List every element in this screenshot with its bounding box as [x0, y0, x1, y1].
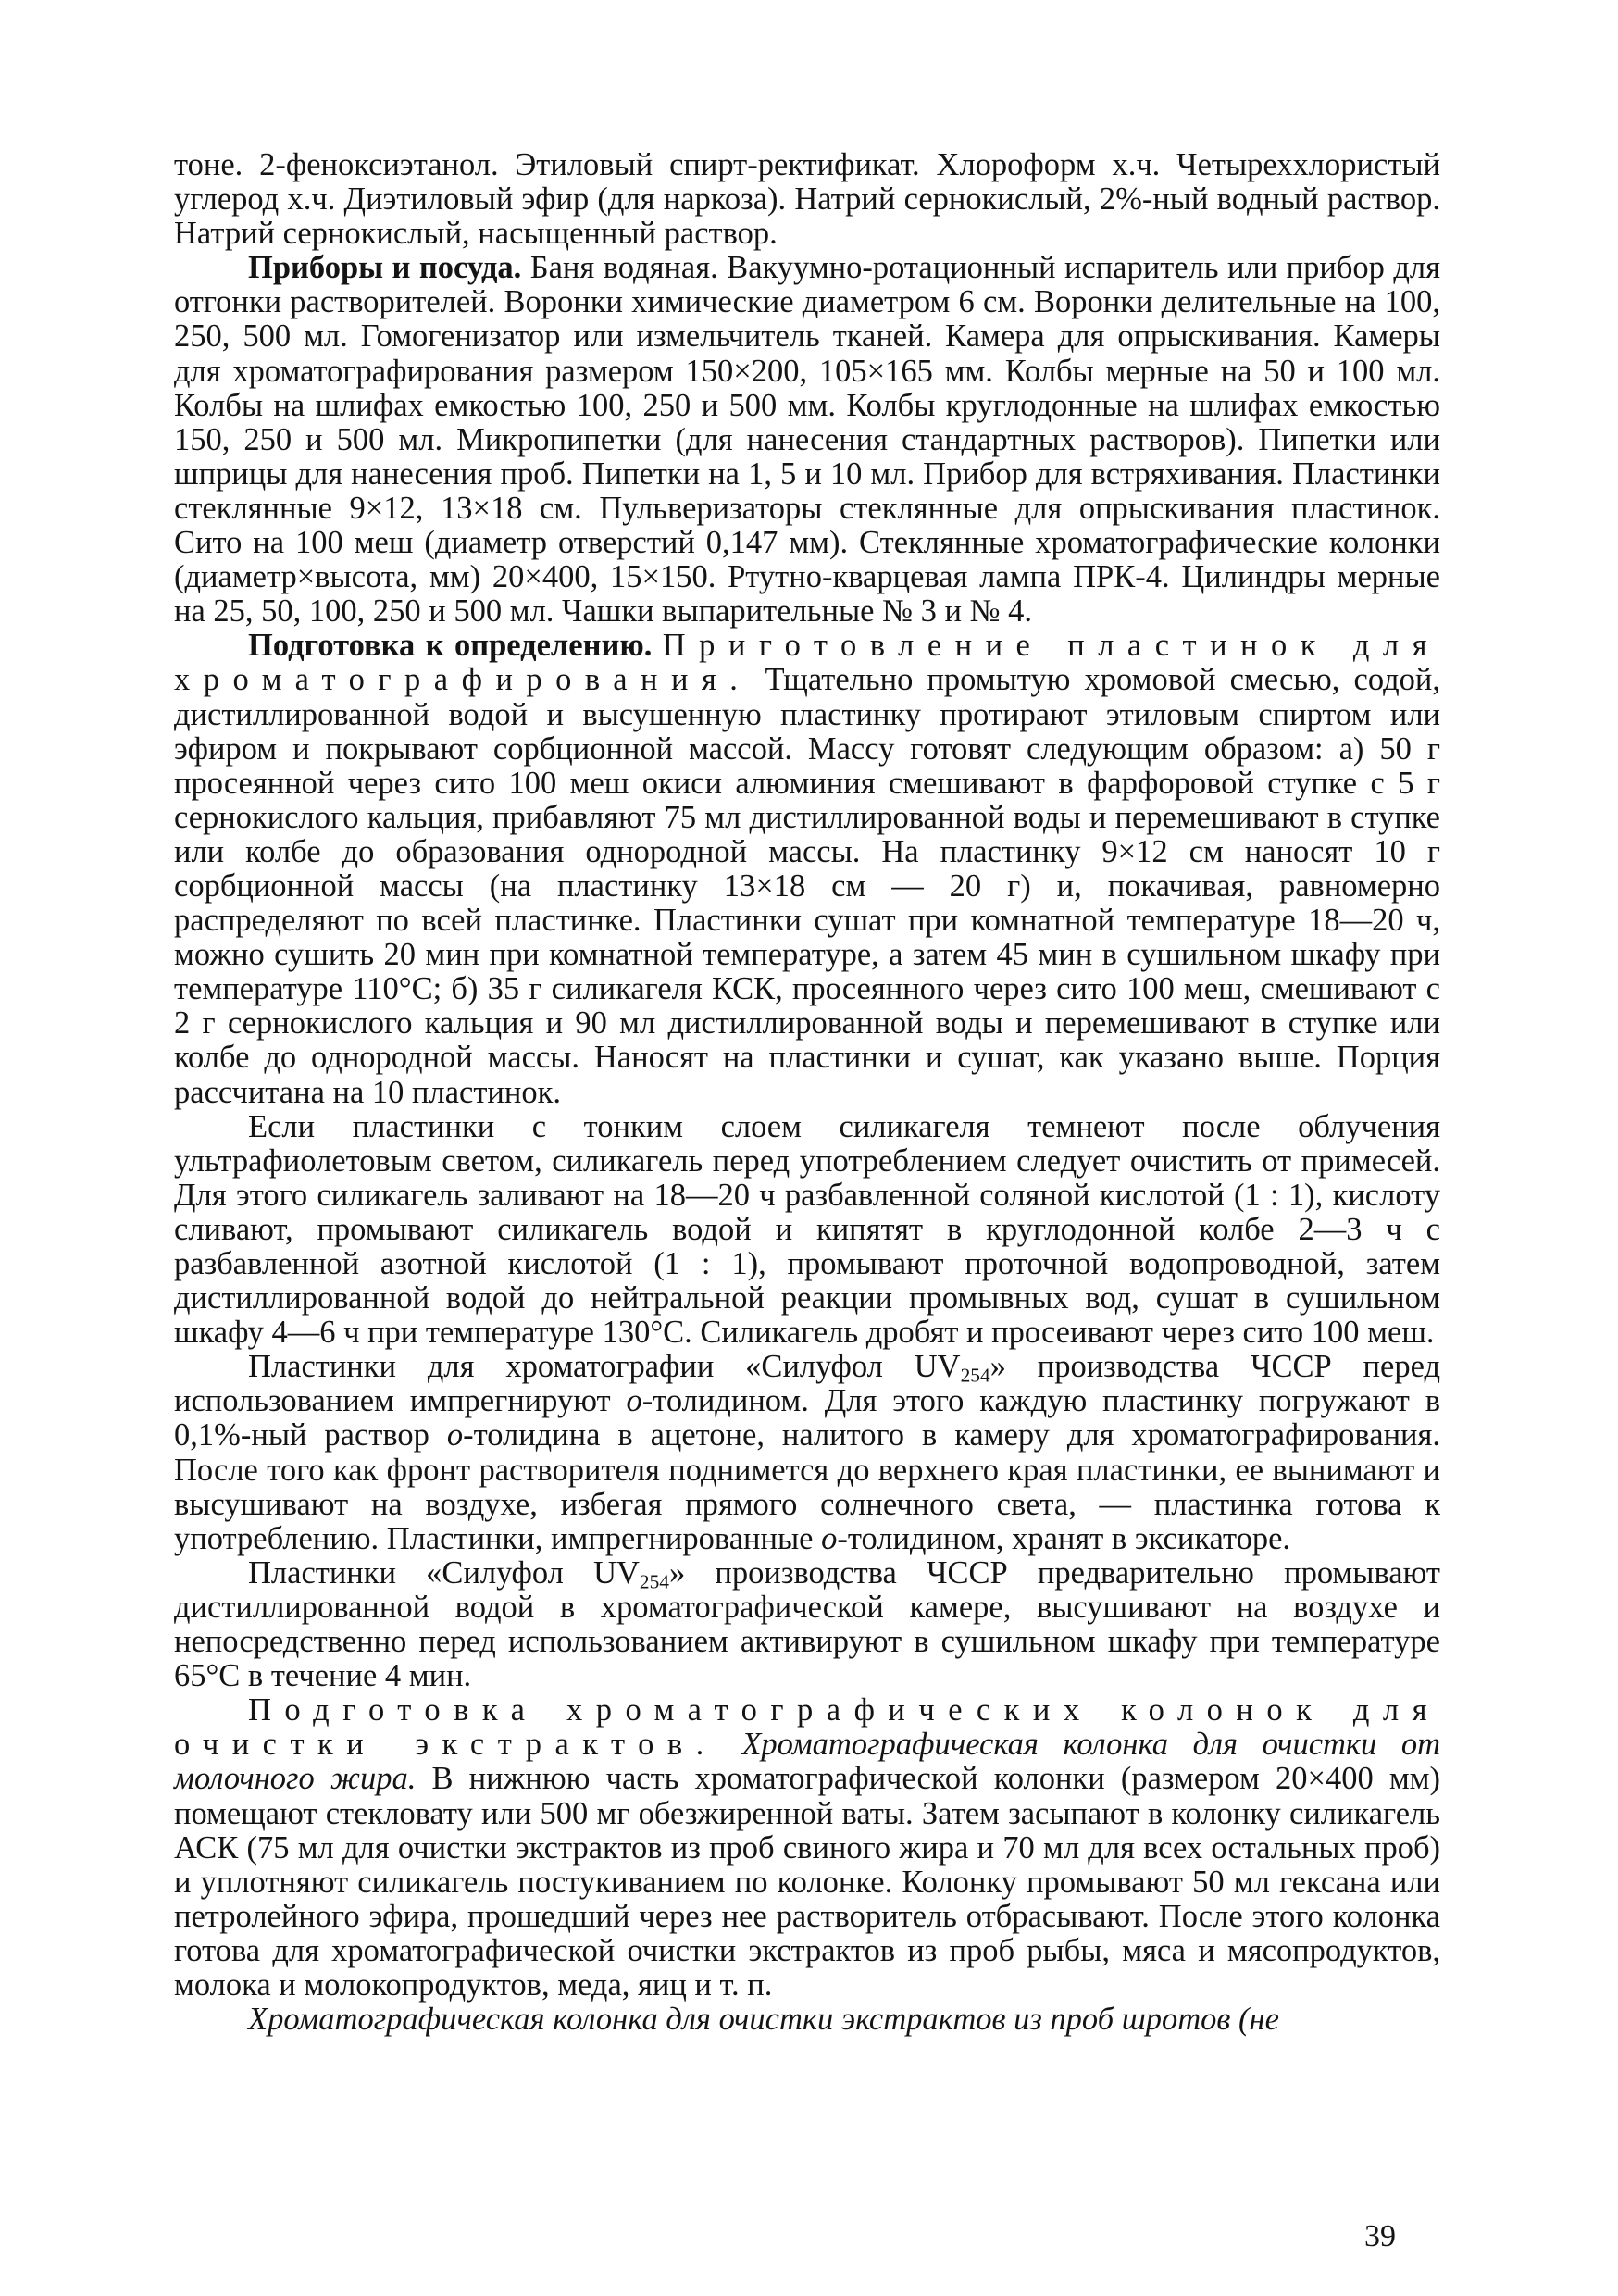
- paragraph-silufol-impregnation: [174, 1350, 1440, 1556]
- section-heading-preparation: Подготовка к определению.: [248, 628, 653, 664]
- page-number: 39: [1364, 2219, 1396, 2253]
- text-fragment: -толидином. Для этого каждую пластинку погружают в 0,1%-ный раствор: [174, 1383, 1440, 1454]
- italic-heading-milk-fat: Хроматографическая колонка для очистки от молочного жира.: [174, 1727, 1440, 1797]
- paragraph-instruments: [174, 251, 1440, 629]
- subheading-columns: Подготовка хроматографических колонок для очистки экстрактов.: [174, 1692, 1440, 1763]
- paragraph-preparation: [174, 629, 1440, 1109]
- subscript: 254: [960, 1364, 990, 1387]
- italic-heading-shrot: Хроматографическая колонка для очистки экстрактов из проб шротов (не: [248, 2002, 1279, 2038]
- paragraph-shrot-column: [174, 2003, 1440, 2037]
- paragraph-text: Тщательно промытую хромовой смесью, содой, дистиллированной водой и высушенную пластинку протирают этиловым спиртом или эфиром и покрывают сорбционной массой. Массу готовят следующим образом: а) 50 г просеянной через сито 100 меш окиси алюминия смешивают в фарфоровой ступке с 5 г сернокислого кальция, прибавляют 75 мл дистиллированной воды и перемешивают в ступке или колбе до образования однородной массы. На пластинку 9×12 см наносят 10 г сорбционной массы (на пластинку 13×18 см — 20 г) и, покачивая, равномерно распределяют по всей пластинке. Пластинки сушат при комнатной температуре 18—20 ч, можно сушить 20 мин при комнатной температуре, а затем 45 мин в сушильном шкафу при температуре 110°С; б) 35 г силикагеля КСК, просеянного через сито 100 меш, смешивают с 2 г сернокислого кальция и 90 мл дистиллированной воды и перемешивают в ступке или колбе до однородной массы. Наносят на пластинки и сушат, как указано выше. Порция рассчитана на 10 пластинок.: [174, 662, 1440, 1110]
- italic-prefix: о: [446, 1417, 464, 1454]
- paragraph-silufol-activation: [174, 1556, 1440, 1693]
- page-text: [174, 148, 1440, 2037]
- paragraph-text: Баня водяная. Вакуумно-ротационный испаритель или прибор для отгонки растворителей. Воронки химические диаметром 6 см. Воронки делительные на 100, 250, 500 мл. Гомогенизатор или измельчитель тканей. Камера для опрыскивания. Камеры для хроматографирования размером 150×200, 105×165 мм. Колбы мерные на 50 и 100 мл. Колбы на шлифах емкостью 100, 250 и 500 мм. Колбы круглодонные на шлифах емкостью 150, 250 и 500 мл. Микропипетки (для нанесения стандартных растворов). Пипетки или шприцы для нанесения проб. Пипетки на 1, 5 и 10 мл. Прибор для встряхивания. Пластинки стеклянные 9×12, 13×18 см. Пульверизаторы стеклянные для опрыскивания пластинок. Сито на 100 меш (диаметр отверстий 0,147 мм). Стеклянные хроматографические колонки (диаметр×высота, мм) 20×400, 15×150. Ртутно-кварцевая лампа ПРК-4. Цилиндры мерные на 25, 50, 100, 250 и 500 мл. Чашки выпарительные № 3 и № 4.: [174, 250, 1440, 630]
- paragraph-silica-cleaning: [174, 1110, 1440, 1351]
- paragraph-text: тоне. 2-феноксиэтанол. Этиловый спирт-ректификат. Хлороформ х.ч. Четыреххлористый углерод х.ч. Диэтиловый эфир (для наркоза). Натрий сернокислый, 2%-ный водный раствор. Натрий сернокислый, насыщенный раствор.: [174, 147, 1440, 252]
- section-heading-instruments: Приборы и посуда.: [248, 250, 522, 286]
- text-fragment: -толидина в ацетоне, налитого в камеру для хроматографирования. После того как фронт растворителя поднимется до верхнего края пластинки, ее вынимают и высушивают на воздухе, избегая прямого солнечного света, — пластинка готова к употреблению. Пластинки, импрегнированные: [174, 1417, 1441, 1556]
- text-fragment: Пластинки «Силуфол UV: [248, 1554, 640, 1591]
- text-fragment: -толидином, хранят в эксикаторе.: [837, 1520, 1291, 1556]
- paragraph-text: В нижнюю часть хроматографической колонки (размером 20×400 мм) помещают стекловату или 500 мг обезжиренной ваты. Затем засыпают в колонку силикагель АСК (75 мл для очистки экстрактов из проб свиного жира и 70 мл для всех остальных проб) и уплотняют силикагель постукиванием по колонке. Колонку промывают 50 мл гексана или петролейного эфира, прошедший через нее растворитель отбрасывают. После этого колонка готова для хроматографической очистки экстрактов из проб рыбы, мяса и мясопродуктов, молока и молокопродуктов, меда, яиц и т. п.: [174, 1761, 1440, 2003]
- paragraph-reagents-continued: [174, 148, 1440, 251]
- paragraph-text: Если пластинки с тонким слоем силикагеля темнеют после облучения ультрафиолетовым светом, силикагель перед употреблением следует очистить от примесей. Для этого силикагель заливают на 18—20 ч разбавленной соляной кислотой (1 : 1), кислоту сливают, промывают силикагель водой и кипятят в круглодонной колбе 2—3 ч с разбавленной азотной кислотой (1 : 1), промывают проточной водопроводной, затем дистиллированной водой до нейтральной реакции промывных вод, сушат в сушильном шкафу 4—6 ч при температуре 130°С. Силикагель дробят и просеивают через сито 100 меш.: [174, 1108, 1440, 1351]
- text-fragment: » производства ЧССР перед использованием импрегнируют: [174, 1349, 1440, 1419]
- text-fragment: » производства ЧССР предварительно промывают дистиллированной водой в хроматографической камере, высушивают на воздухе и непосредственно перед использованием активируют в сушильном шкафу при температуре 65°С в течение 4 мин.: [174, 1554, 1440, 1694]
- italic-prefix: о: [626, 1383, 642, 1419]
- paragraph-columns: [174, 1693, 1440, 2003]
- italic-prefix: о: [821, 1520, 838, 1556]
- subscript: 254: [639, 1570, 669, 1593]
- text-fragment: Пластинки для хроматографии «Силуфол UV: [248, 1349, 961, 1385]
- subheading-plates: Приготовление пластинок для хроматографирования.: [174, 628, 1440, 698]
